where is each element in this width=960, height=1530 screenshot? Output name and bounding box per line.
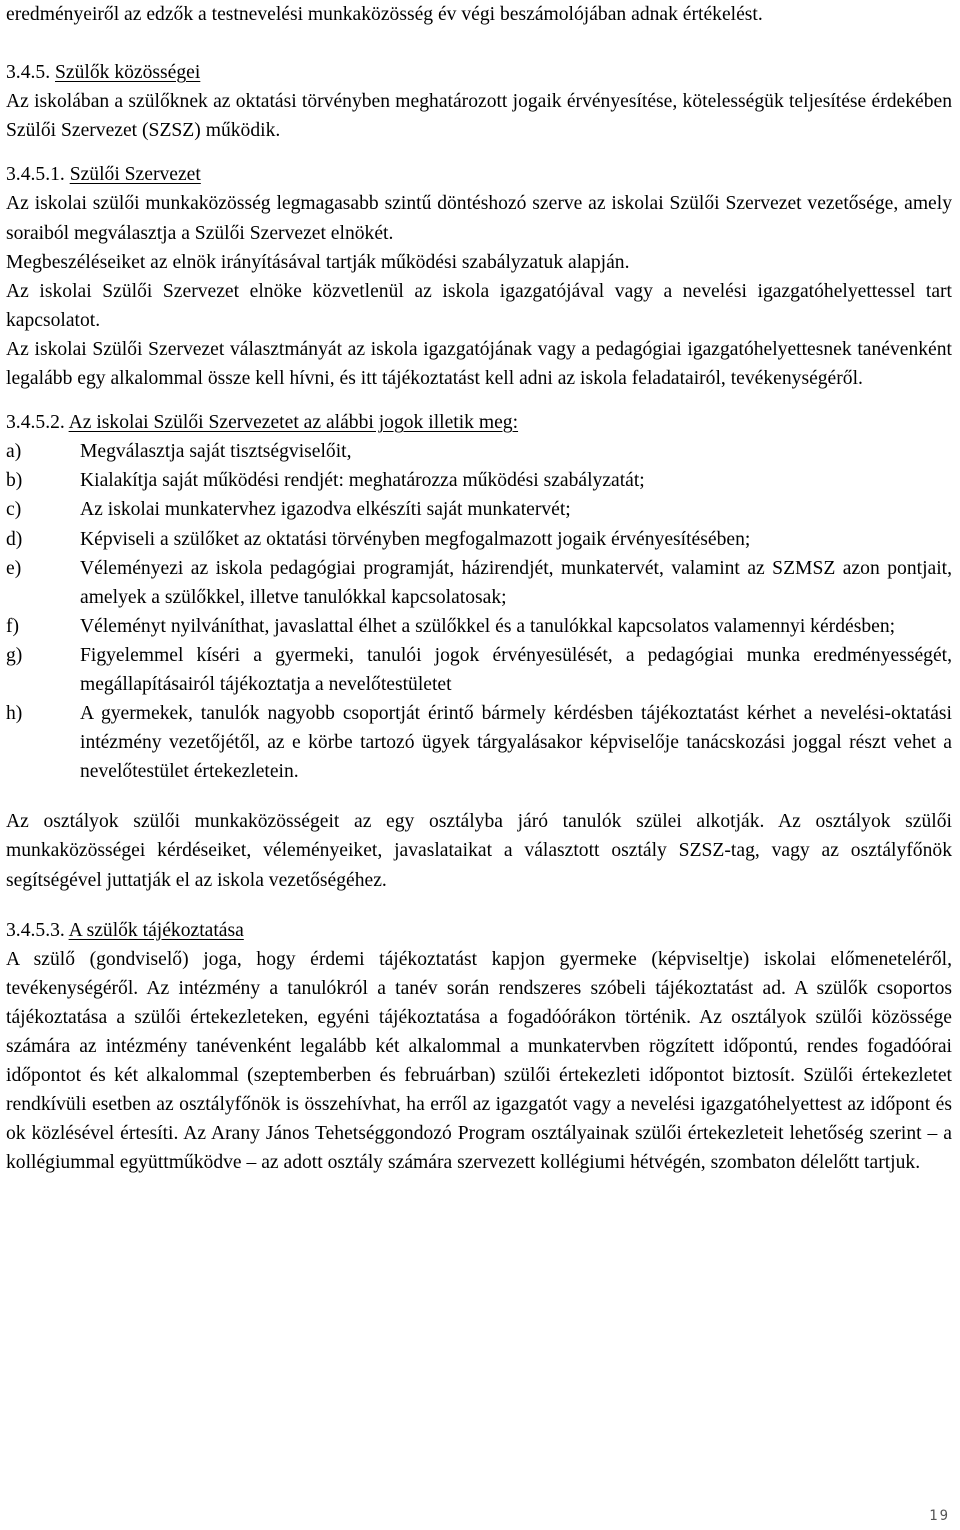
list-item-text: Figyelemmel kíséri a gyermeki, tanulói jogok érvényesülését, a pedagógiai munka eredményességét, megállapításairól tájékoztatja a nevelőtestületet xyxy=(80,644,952,695)
list-item-text: Véleményt nyilváníthat, javaslattal élhet a szülőkkel és a tanulókkal kapcsolatos valamennyi kérdésben; xyxy=(80,615,896,637)
list-item xyxy=(6,437,952,466)
list-item-marker: b) xyxy=(6,470,23,492)
section-3-4-5-1 xyxy=(6,160,952,393)
section-title: Szülői Szervezet xyxy=(69,164,201,186)
list-item-text: Képviseli a szülőket az oktatási törvényben megfogalmazott jogaik érvényesítésében; xyxy=(80,528,751,550)
section-title: Az iskolai Szülői Szervezetet az alábbi jogok illetik meg: xyxy=(68,412,519,434)
intro-paragraph: eredményeiről az edzők a testnevelési munkaközösség év végi beszámolójában adnak értékelést. xyxy=(6,4,763,25)
section-number: 3.4.5. xyxy=(6,62,51,84)
section-heading xyxy=(6,916,952,945)
list-item-marker: h) xyxy=(6,703,23,725)
list-item-marker: c) xyxy=(6,499,22,521)
section-paragraph: A szülő (gondviselő) joga, hogy érdemi tájékoztatást kapjon gyermeke (képviseltje) iskolai előmeneteléről, tevékenységéről. Az intézmény a tanulókról a tanév során rendszeres szóbeli tájékoztatást ad. A szülők csoportos tájékoztatása a szülői értekezleteken, egyéni tájékoztatása a fogadóórákon történik. Az osztályok szülői közössége számára az intézmény tanévenként legalább két alkalommal a munkatervben rögzített időpontú, rendes fogadóórai időpontot és két alkalommal (szeptemberben és februárban) szülői értekezleti időpontot biztosít. Szülői értekezletet rendkívüli esetben az osztályfőnök is összehívhat, ha erről az igazgatót vagy a nevelési igazgatóhelyettest az időpont és ok közlésével értesíti. Az Arany János Tehetséggondozó Program osztályainak szülői értekezleteit lehetőség szerint – a kollégiummal együttműködve – az adott osztály számára szervezett kollégiumi hétvégén, szombaton délelőtt tartjuk. xyxy=(6,948,952,1174)
list-item xyxy=(6,525,952,554)
list-item-text: A gyermekek, tanulók nagyobb csoportját érintő bármely kérdésben tájékoztatást kérhet a nevelési-oktatási intézmény vezetőjétől, az e körbe tartozó ügyek tárgyalásakor képviselője tanácskozási joggal részt vehet a nevelőtestület értekezletein. xyxy=(80,703,952,783)
section-heading xyxy=(6,408,952,437)
section-3-4-5-2 xyxy=(6,408,952,786)
section-paragraph: Az iskolában a szülőknek az oktatási törvényben meghatározott jogaik érvényesítése, kötelességük teljesítése érdekében Szülői Szervezet (SZSZ) működik. xyxy=(6,91,952,142)
list-item xyxy=(6,495,952,524)
list-item-marker: f) xyxy=(6,615,20,637)
list-item xyxy=(6,641,952,699)
list-item xyxy=(6,699,952,786)
section-title: Szülők közösségei xyxy=(55,62,201,84)
section-number: 3.4.5.3. xyxy=(6,919,65,941)
rights-list xyxy=(6,437,952,786)
list-item-marker: g) xyxy=(6,644,23,666)
class-parents-paragraph: Az osztályok szülői munkaközösségeit az egy osztályba járó tanulók szülei alkotják. Az osztályok szülői munkaközösségei kérdéseiket, véleményeiket, javaslataikat a választott osztály SZSZ-tag, vagy az osztályfőnök segítségével juttatják el az iskola vezetőségéhez. xyxy=(6,811,952,891)
list-item xyxy=(6,612,952,641)
list-item-text: Az iskolai munkatervhez igazodva elkészíti saját munkatervét; xyxy=(80,499,571,521)
section-title: A szülők tájékoztatása xyxy=(68,919,244,941)
section-paragraph: Az iskolai szülői munkaközösség legmagasabb szintű döntéshozó szerve az iskolai Szülői Szervezet vezetősége, amely soraiból megválasztja a Szülői Szervezet elnökét. xyxy=(6,193,952,244)
list-item xyxy=(6,554,952,612)
page-number: 19 xyxy=(929,1508,950,1524)
list-item-text: Kialakítja saját működési rendjét: meghatározza működési szabályzatát; xyxy=(80,470,645,492)
list-item-marker: a) xyxy=(6,441,22,463)
section-3-4-5 xyxy=(6,58,952,145)
section-paragraph: Az iskolai Szülői Szervezet választmányát az iskola igazgatójának vagy a pedagógiai igazgatóhelyettesnek tanévenként legalább egy alkalommal össze kell hívni, és itt tájékoztatást kell adni az iskola feladatairól, tevékenységéről. xyxy=(6,338,952,390)
section-number: 3.4.5.2. xyxy=(6,412,65,434)
section-heading xyxy=(6,160,952,189)
section-3-4-5-3 xyxy=(6,916,952,1178)
list-item-text: Megválasztja saját tisztségviselőit, xyxy=(80,441,352,463)
document-page xyxy=(6,0,952,1177)
section-paragraph: Az iskolai Szülői Szervezet elnöke közvetlenül az iskola igazgatójával vagy a nevelési igazgatóhelyettessel tart kapcsolatot. xyxy=(6,280,952,331)
list-item-marker: d) xyxy=(6,528,23,550)
section-heading xyxy=(6,58,952,87)
section-number: 3.4.5.1. xyxy=(6,164,65,186)
list-item-text: Véleményezi az iskola pedagógiai programját, házirendjét, munkatervét, valamint az SZMSZ azon pontjait, amelyek a szülőkkel, illetve tanulókkal kapcsolatosak; xyxy=(80,557,952,608)
list-item-marker: e) xyxy=(6,557,22,579)
list-item xyxy=(6,466,952,495)
section-paragraph: Megbeszéléseiket az elnök irányításával tartják működési szabályzatuk alapján. xyxy=(6,251,630,273)
